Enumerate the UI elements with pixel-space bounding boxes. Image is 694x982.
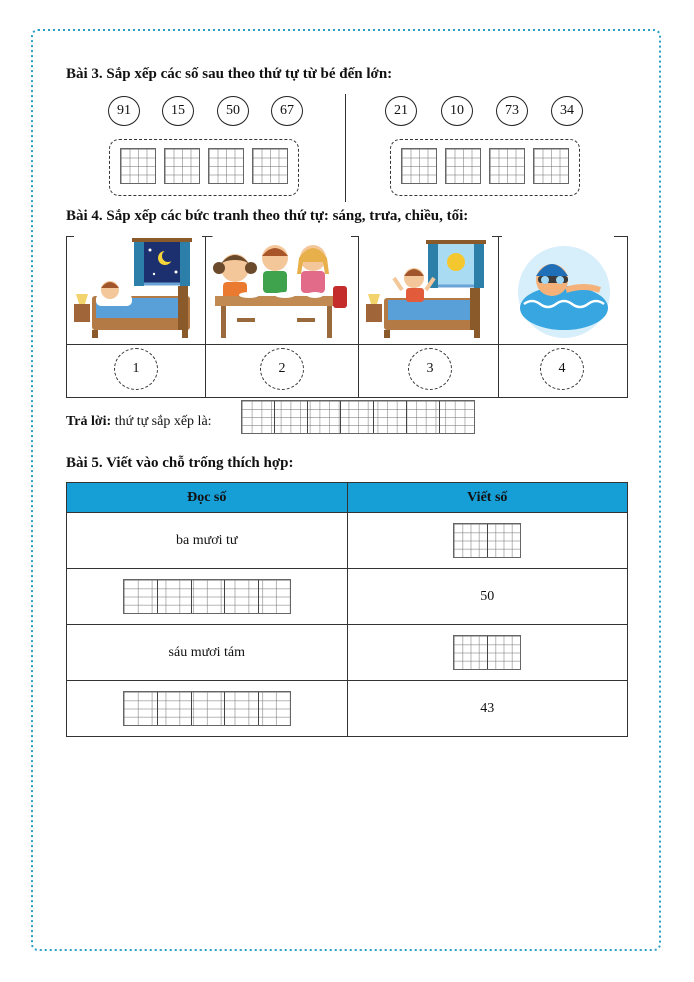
- read-cell: [67, 681, 348, 737]
- writing-grid[interactable]: [401, 148, 437, 184]
- writing-grid[interactable]: [120, 148, 156, 184]
- picture-1: [70, 238, 202, 342]
- picture-3: [362, 238, 496, 342]
- read-cell: [67, 569, 348, 625]
- table-row: [67, 681, 628, 737]
- number-circle: 21: [385, 96, 417, 126]
- child-swimming-icon: [502, 238, 624, 342]
- fill-in-table: [66, 482, 628, 737]
- read-cell: ba mươi tư: [67, 513, 348, 569]
- divider-line: [345, 94, 346, 202]
- answer-line: [66, 414, 212, 430]
- picture-label-circle: 2: [260, 348, 304, 390]
- picture-table: [66, 236, 628, 398]
- picture-4: [502, 238, 624, 342]
- number-circle: 34: [551, 96, 583, 126]
- column-header-write: Viết số: [347, 483, 628, 513]
- writing-grid[interactable]: [208, 148, 244, 184]
- number-circle: 73: [496, 96, 528, 126]
- write-cell: 50: [347, 569, 628, 625]
- writing-grid[interactable]: [123, 579, 291, 614]
- writing-grid[interactable]: [252, 148, 288, 184]
- writing-grid[interactable]: [453, 635, 521, 670]
- number-circle: 91: [108, 96, 140, 126]
- picture-label-circle: 4: [540, 348, 584, 390]
- bai4-heading: Bài 4. Sắp xếp các bức tranh theo thứ tự: sáng, trưa, chiều, tối:: [66, 208, 469, 224]
- bai3-heading: Bài 3. Sắp xếp các số sau theo thứ tự từ bé đến lớn:: [66, 66, 393, 82]
- column-header-read: Đọc số: [67, 483, 348, 513]
- writing-grid[interactable]: [445, 148, 481, 184]
- writing-grid[interactable]: [489, 148, 525, 184]
- answer-writing-grid[interactable]: [241, 400, 475, 434]
- write-cell: [347, 513, 628, 569]
- picture-label-circle: 1: [114, 348, 158, 390]
- writing-grid[interactable]: [123, 691, 291, 726]
- answer-label: Trả lời:: [66, 414, 112, 429]
- bai5-heading: Bài 5. Viết vào chỗ trống thích hợp:: [66, 455, 294, 471]
- write-cell: 43: [347, 681, 628, 737]
- writing-grid[interactable]: [533, 148, 569, 184]
- answer-text: thứ tự sắp xếp là:: [114, 414, 212, 429]
- writing-grid[interactable]: [164, 148, 200, 184]
- table-row: [67, 625, 628, 681]
- family-eating-lunch-icon: [209, 238, 355, 342]
- picture-2: [209, 238, 355, 342]
- table-row: [67, 513, 628, 569]
- child-waking-morning-icon: [362, 238, 496, 342]
- number-circle: 67: [271, 96, 303, 126]
- number-circle: 50: [217, 96, 249, 126]
- writing-grid[interactable]: [453, 523, 521, 558]
- read-cell: sáu mươi tám: [67, 625, 348, 681]
- child-sleeping-night-icon: [70, 238, 202, 342]
- table-row: [67, 569, 628, 625]
- number-circle: 15: [162, 96, 194, 126]
- number-circle: 10: [441, 96, 473, 126]
- write-cell: [347, 625, 628, 681]
- table-header-row: [67, 483, 628, 513]
- picture-label-circle: 3: [408, 348, 452, 390]
